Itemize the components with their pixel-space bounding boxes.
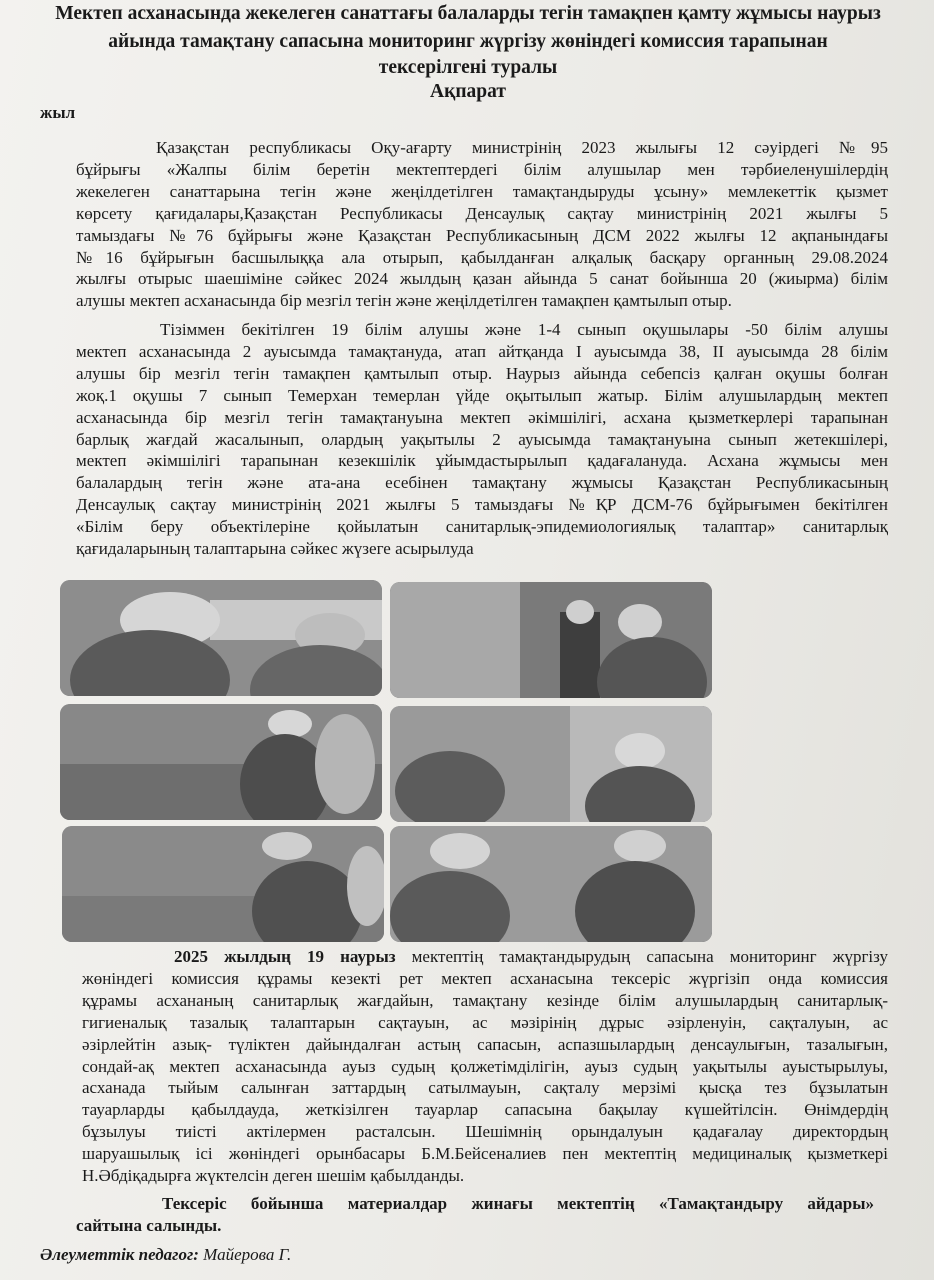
photo-inspection-2 — [390, 582, 712, 698]
text-line: Денсаулық сақтау министрінің 2021 жылғы 5 тамыздағы №ҚР ДСМ-76 бұйрығымен бекітілген — [76, 495, 888, 515]
text-line: асханада тыйым салынған заттардың сатылмауын, сақталу мерзімі қысқа тез бұзылатын — [82, 1078, 888, 1098]
photo-collage — [60, 580, 706, 945]
text-line: құрамы асхананың санитарлық жағдайын, тамақтану кезінде білім алушылардың санитарлық- — [82, 990, 888, 1010]
text-line: сайтына салынды. — [76, 1215, 222, 1235]
signature-name: Майерова Г. — [203, 1245, 292, 1264]
text-line: балалардың тегін және ата-ана есебінен тамақтану жұмысы Қазақстан Республикасының — [76, 473, 888, 493]
text-line — [82, 946, 888, 968]
text-line: Н.Әбдіқадырға жүктелсін деген шешім қабылданды. — [82, 1166, 465, 1186]
title-line: айында тамақтану сапасына мониторинг жүргізу жөніндегі комиссия тарапынан — [108, 31, 828, 52]
paragraph-1 — [76, 137, 888, 312]
inspection-date: 2025 жылдың 19 наурыз — [174, 947, 396, 966]
text-line: барлық жағдай жасалынып, олардың уақытылы 2 ауысымда тамақтануына сынып жетекшілері, — [76, 429, 888, 449]
stray-word: жыл — [40, 103, 76, 122]
photo-inspection-6 — [390, 826, 712, 942]
title-line: Мектеп асханасында жекелеген санаттағы балаларды тегін тамақпен қамту жұмысы наурыз — [55, 3, 881, 24]
title-line: тексерілгені туралы — [378, 57, 558, 78]
signature-label: Әлеуметтік педагог: — [40, 1245, 199, 1264]
text-line: шаруашылық ісі жөніндегі орынбасары Б.М.Бейсеналиев пен мектептің медициналық қызметкері — [82, 1144, 888, 1164]
text-line: Тексеріс бойынша материалдар жинағы мектептің «Тамақтандыру айдары» — [162, 1194, 874, 1213]
photo-inspection-4 — [390, 706, 712, 822]
text-line: «Білім беру объектілеріне қойылатын санитарлық-эпидемиологиялық талаптар» санитарлық — [76, 517, 888, 537]
text-line: мектеп әкімшілігі тарапынан кезекшілік ұйымдастырылып қадағалануда. Асхана жұмысы мен — [76, 451, 888, 471]
text-line: бұзылуы тиісті актілермен расталсын. Шешімнің орындалуын қадағалау директордың — [82, 1122, 888, 1142]
text-line: сондай-ақ мектеп асханасында ауыз судың қолжетімділігін, ауыз судың уақытылы ауыстырылуы, — [82, 1056, 888, 1076]
photo-inspection-3 — [60, 704, 382, 820]
text-line: жылғы отырыс шаешіміне сәйкес 2024 жылдың қазан айында 5 санат бойынша 20 (жиырма) білім — [76, 269, 888, 289]
photo-inspection-1 — [60, 580, 382, 696]
text-line: тамыздағы №76 бұйрығы және Қазақстан Республикасының ДСМ 2022 жылғы 12 ақпанындағы — [76, 225, 888, 245]
text-line: алушы бір мезгіл тегін тамақпен қамтылып отыр. Наурыз айында себепсіз қалған оқушы болған — [76, 363, 888, 383]
text-line: бұйрығы «Жалпы білім беретін мектептердегі білім алушылар мен тәрбиеленушілердің — [76, 159, 888, 179]
text-line: қағидаларының талаптарына сәйкес жүзеге асырылуда — [76, 539, 474, 559]
text-line: жөніндегі комиссия құрамы кезекті рет мектеп асханасына тексеріс жүргізіп онда комиссия — [82, 968, 888, 988]
text-line: асханасында бір мезгіл тегін тамақтануына мектеп әкімшілігі, асхана қызметкерлері тарапынан — [76, 407, 888, 427]
text-fragment: мектептің тамақтандырудың сапасына мониторинг жүргізу — [395, 947, 889, 966]
text-line: гигиеналық тазалық талаптарын сақтауын, ас мәзірінің дұрыс әзірленуін, сақталуын, ас — [82, 1012, 888, 1032]
text-line: №16 бұйрығын басшылыққа ала отырып, қабылданған алқалық басқару органның 29.08.2024 — [76, 247, 888, 267]
text-line: Қазақстан республикасы Оқу-ағарту министрінің 2023 жылығы 12 сәуірдегі №95 — [156, 138, 888, 157]
paragraph-3 — [82, 946, 888, 1187]
text-line: мектеп асханасында 2 ауысымда тамақтануда, атап айтқанда I ауысымда 38, II ауысымда 28 білім — [76, 341, 888, 361]
paragraph-2 — [76, 319, 888, 560]
text-line: алушы мектеп асханасында бір мезгіл тегін және жеңілдетілген тамақпен қамтылып отыр. — [76, 291, 732, 311]
text-line: әзірлейтін азық- түліктен дайындалған астың сапасын, аспазшылардың денсаулығын, тазалығын, — [82, 1034, 888, 1054]
document-title — [28, 0, 908, 104]
photo-inspection-5 — [62, 826, 384, 942]
text-line: тауарларды қабылдауда, жеткізілген тауарлар сапасына бақылау күшейтілсін. Өнімдердің — [82, 1100, 888, 1120]
signature-line — [40, 1245, 291, 1265]
paragraph-4 — [76, 1193, 874, 1237]
text-line: жоқ.1 оқушы 7 сынып Темерхан темерлан үйде оқытылып жатыр. Білім алушылардың мектеп — [76, 385, 888, 405]
text-line: көрсету қағидалары,Қазақстан Республикасы Денсаулық сақтау министрінің 2021 жылғы 5 — [76, 203, 888, 223]
title-line: Ақпарат — [430, 81, 506, 102]
text-line: жекелеген санаттарына тегін және жеңілдетілген тамақтандыруды ұсыну» мемлекеттік қызмет — [76, 181, 888, 201]
text-line: Тізіммен бекітілген 19 білім алушы және 1-4 сынып оқушылары -50 білім алушы — [160, 320, 888, 339]
